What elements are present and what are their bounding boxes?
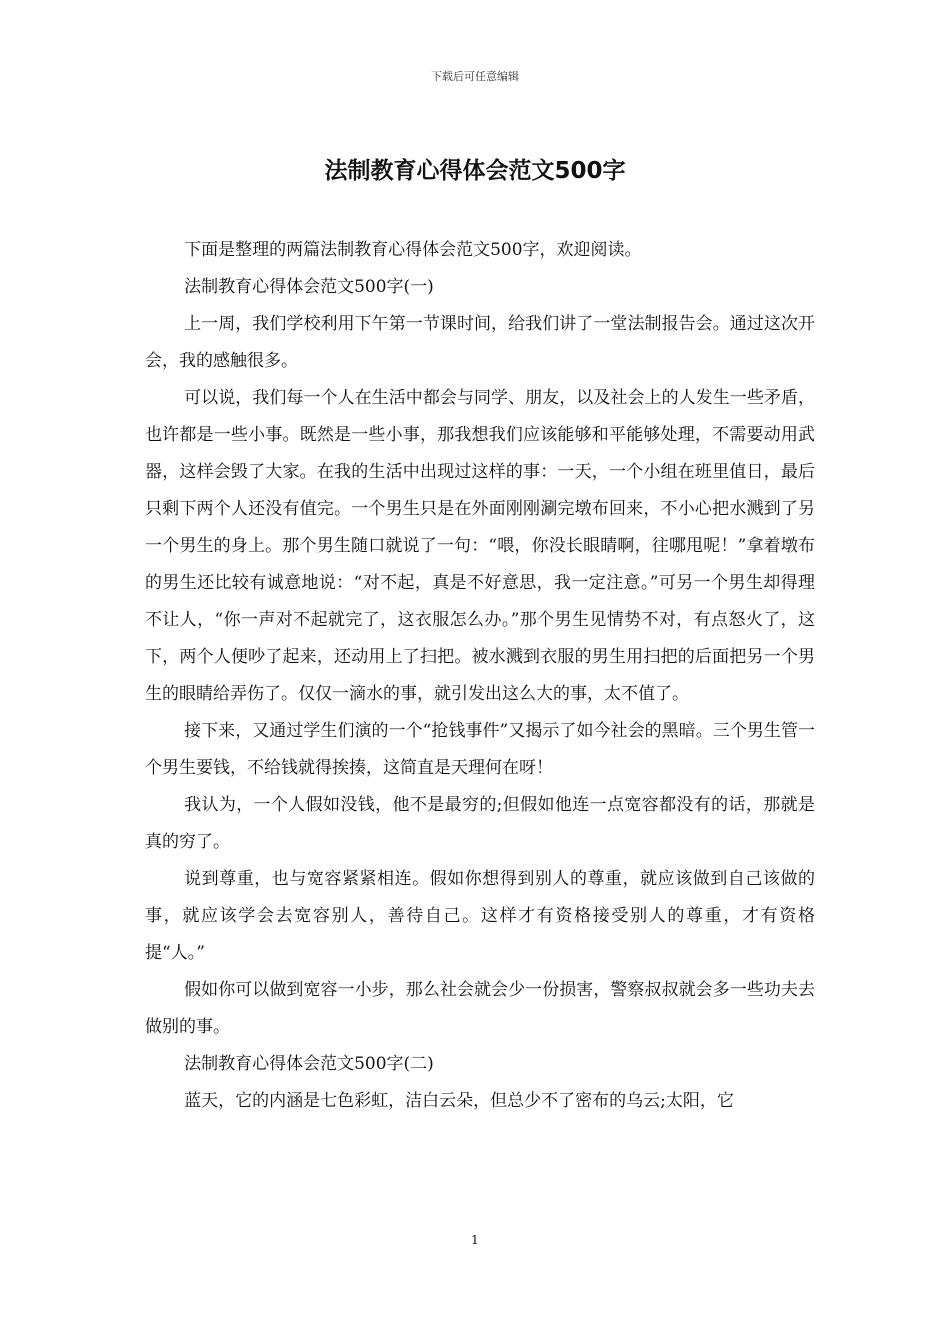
page-header-note: 下载后可任意编辑 <box>431 70 519 83</box>
body-paragraph: 说到尊重，也与宽容紧紧相连。假如你想得到别人的尊重，就应该做到自己该做的事，就应该学会去宽容别人，善待自己。这样才有资格接受别人的尊重，才有资格提“人。” <box>145 869 815 963</box>
document-title: 法制教育心得体会范文500字 <box>324 158 626 184</box>
intro-paragraph: 下面是整理的两篇法制教育心得体会范文500字，欢迎阅读。 <box>184 240 642 260</box>
document-body <box>145 232 815 1120</box>
body-paragraph: 接下来，又通过学生们演的一个“抢钱事件”又揭示了如今社会的黑暗。三个男生管一个男生要钱，不给钱就得挨揍，这简直是天理何在呀！ <box>145 721 815 778</box>
body-paragraph: 我认为，一个人假如没钱，他不是最穷的;但假如他连一点宽容都没有的话，那就是真的穷了。 <box>145 795 815 852</box>
body-paragraph: 假如你可以做到宽容一小步，那么社会就会少一份损害，警察叔叔就会多一些功夫去做别的事。 <box>145 980 815 1037</box>
body-paragraph: 上一周，我们学校利用下午第一节课时间，给我们讲了一堂法制报告会。通过这次开会，我的感触很多。 <box>145 314 815 371</box>
body-paragraph: 蓝天，它的内涵是七色彩虹，洁白云朵，但总少不了密布的乌云;太阳，它 <box>184 1091 734 1111</box>
section-heading-2: 法制教育心得体会范文500字(二) <box>184 1054 434 1074</box>
page-number: 1 <box>471 1233 479 1247</box>
section-heading-1: 法制教育心得体会范文500字(一) <box>184 277 434 297</box>
body-paragraph: 可以说，我们每一个人在生活中都会与同学、朋友，以及社会上的人发生一些矛盾，也许都是一些小事。既然是一些小事，那我想我们应该能够和平能够处理，不需要动用武器，这样会毁了大家。在我的生活中出现过这样的事：一天，一个小组在班里值日，最后只剩下两个人还没有值完。一个男生只是在外面刚刚涮完墩布回来，不小心把水溅到了另一个男生的身上。那个男生随口就说了一句：“喂，你没长眼睛啊，往哪甩呢！”拿着墩布的男生还比较有诚意地说：“对不起，真是不好意思，我一定注意。”可另一个男生却得理不让人，“你一声对不起就完了，这衣服怎么办。”那个男生见情势不对，有点怒火了，这下，两个人便吵了起来，还动用上了扫把。被水溅到衣服的男生用扫把的后面把另一个男生的眼睛给弄伤了。仅仅一滴水的事，就引发出这么大的事，太不值了。 <box>145 388 815 704</box>
